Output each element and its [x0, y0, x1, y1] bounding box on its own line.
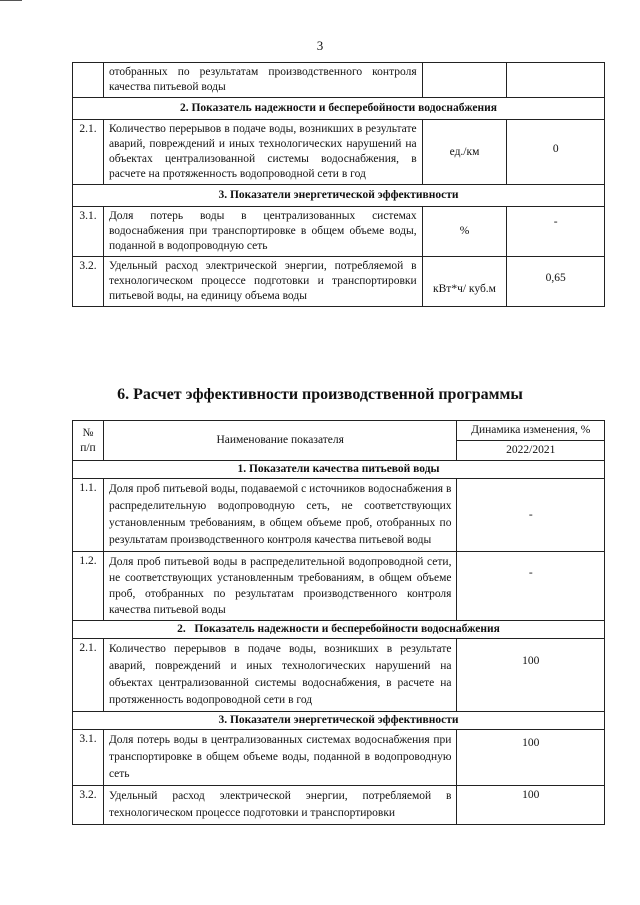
header-num: № п/п — [73, 421, 104, 461]
row-number: 1.2. — [73, 552, 104, 621]
section-title: 3. Показатели энергетической эффективности — [73, 712, 605, 730]
row-unit: кВт*ч/ куб.м — [422, 257, 507, 307]
table-row — [73, 552, 605, 621]
table-row — [73, 786, 605, 825]
row-text: Доля потерь воды в централизованных системах водоснабжения при транспортировке в общем объеме воды, поданной в водопроводную сеть — [103, 730, 457, 786]
row-value: - — [457, 479, 605, 552]
row-number: 2.1. — [73, 639, 104, 712]
row-text: Количество перерывов в подаче воды, возникших в результате аварий, повреждений и иных технологических нарушений на объектах централизованной системы водоснабжения, в расчете на протяженность водопроводной сети в год — [103, 120, 422, 185]
row-value: - — [507, 207, 605, 257]
table-row — [73, 730, 605, 786]
row-value: 0 — [507, 120, 605, 185]
row-value: 100 — [457, 786, 605, 825]
table-row — [73, 257, 605, 307]
header-row — [73, 421, 605, 441]
row-value: 100 — [457, 639, 605, 712]
row-value: 0,65 — [507, 257, 605, 307]
indicators-table-continued — [72, 62, 605, 307]
section-row — [73, 185, 605, 207]
row-number: 3.1. — [73, 730, 104, 786]
row-unit — [422, 63, 507, 98]
section-title: 2. Показатель надежности и бесперебойности водоснабжения — [73, 98, 605, 120]
page-number: 3 — [316, 38, 324, 53]
table-row — [73, 120, 605, 185]
row-text: Доля потерь воды в централизованных системах водоснабжения при транспортировке в общем объеме воды, поданной в водопроводную сеть — [103, 207, 422, 257]
section-title: 1. Показатели качества питьевой воды — [73, 461, 605, 479]
row-text: Количество перерывов в подаче воды, возникших в результате аварий, повреждений и иных технологических нарушений на объектах централизованной системы водоснабжения, в расчете на протяженность водопроводной сети в год — [103, 639, 457, 712]
row-text: отобранных по результатам производственного контроля качества питьевой воды — [103, 63, 422, 98]
table-row — [73, 639, 605, 712]
row-text: Доля проб питьевой воды, подаваемой с источников водоснабжения в распределительную водопроводную сеть, не соответствующих установленным требованиям, в общем объеме проб, отобранных по результатам производственного контроля качества питьевой воды — [103, 479, 457, 552]
row-number: 1.1. — [73, 479, 104, 552]
header-period: 2022/2021 — [457, 441, 605, 461]
row-text: Удельный расход электрической энергии, потребляемой в технологическом процессе подготовки и транспортировки питьевой воды, на единицу объема воды — [103, 257, 422, 307]
row-text: Удельный расход электрической энергии, потребляемой в технологическом процессе подготовки и транспортировки — [103, 786, 457, 825]
section-row — [73, 461, 605, 479]
section-title: 2. Показатель надежности и бесперебойности водоснабжения — [73, 621, 605, 639]
row-value: - — [457, 552, 605, 621]
row-number: 2.1. — [73, 120, 104, 185]
row-number: 3.2. — [73, 786, 104, 825]
section-row — [73, 712, 605, 730]
row-unit: % — [422, 207, 507, 257]
row-unit: ед./км — [422, 120, 507, 185]
table-row — [73, 479, 605, 552]
row-number — [73, 63, 104, 98]
row-value — [507, 63, 605, 98]
section-title: 3. Показатели энергетической эффективности — [73, 185, 605, 207]
row-number: 3.1. — [73, 207, 104, 257]
section-row — [73, 621, 605, 639]
row-number: 3.2. — [73, 257, 104, 307]
table-row — [73, 63, 605, 98]
efficiency-table — [72, 420, 605, 825]
header-dynamics: Динамика изменения, % — [457, 421, 605, 441]
section-6-title: 6. Расчет эффективности производственной программы — [117, 386, 523, 403]
section-row — [73, 98, 605, 120]
header-name: Наименование показателя — [103, 421, 457, 461]
row-value: 100 — [457, 730, 605, 786]
scan-edge-mark — [0, 0, 22, 1]
table-row — [73, 207, 605, 257]
row-text: Доля проб питьевой воды в распределительной водопроводной сети, не соответствующих установленным требованиям, в общем объеме проб, отобранных по результатам производственного контроля качества питьевой воды — [103, 552, 457, 621]
